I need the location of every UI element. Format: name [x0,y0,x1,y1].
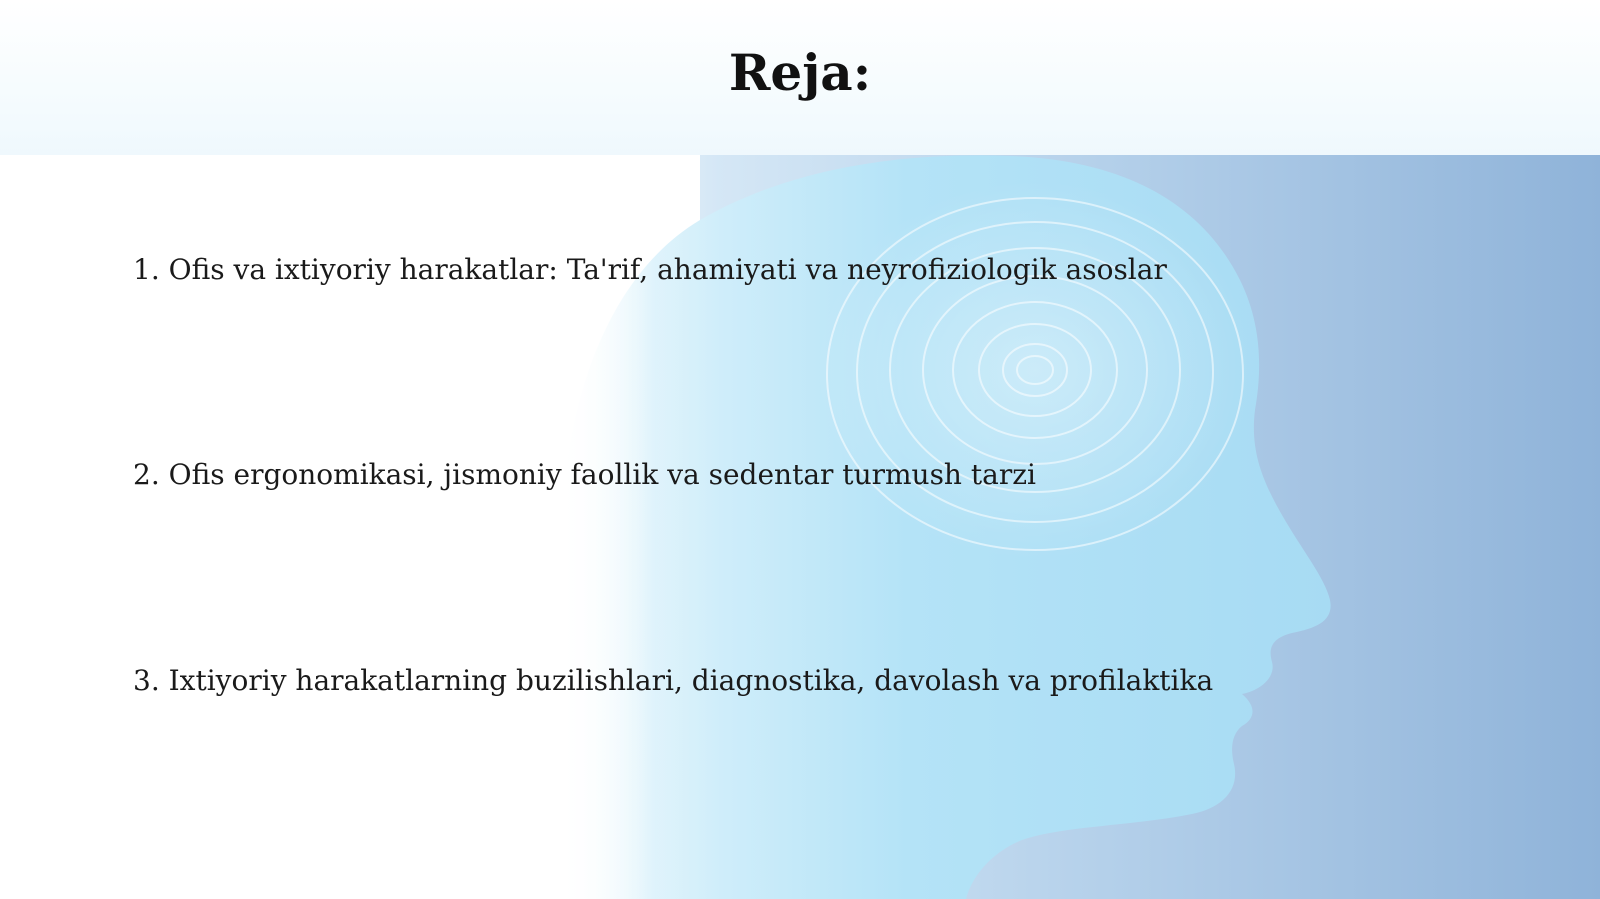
plan-item-3: 3. Ixtiyoriy harakatlarning buzilishlari, diagnostika, davolash va profilaktika [133,664,1214,697]
plan-item-2: 2. Ofis ergonomikasi, jismoniy faollik va sedentar turmush tarzi [133,458,1036,491]
plan-item-1: 1. Ofis va ixtiyoriy harakatlar: Ta'rif, ahamiyati va neyrofiziologik asoslar [133,253,1167,286]
slide-title: Reja: [728,43,872,102]
